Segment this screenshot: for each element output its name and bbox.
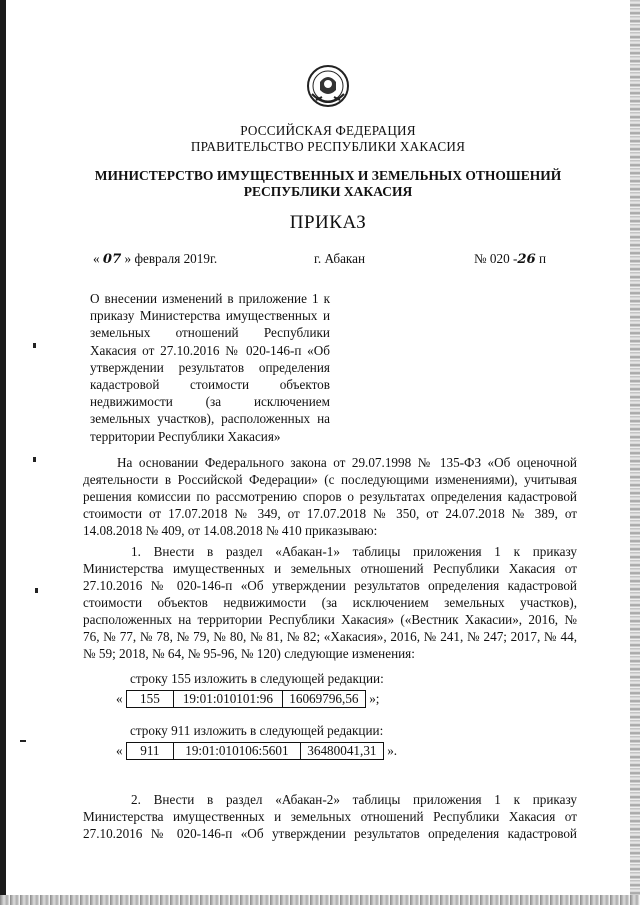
punch-mark bbox=[33, 457, 36, 462]
edit1-intro: строку 155 изложить в следующей редакции: bbox=[130, 671, 384, 686]
date-open-quote: « bbox=[93, 251, 100, 266]
date-rest: » февраля 2019г. bbox=[124, 251, 218, 266]
edit2-row bbox=[116, 742, 397, 760]
order-city: г. Абакан bbox=[314, 251, 366, 266]
subject-line: земельных участков), расположенных на bbox=[90, 411, 330, 427]
item1-line: Министерства имущественных и земельных отношений Республики Хакасия от bbox=[83, 561, 577, 576]
item1-line: 27.10.2016 № 020-146-п «Об утверждении результатов определения кадастровой bbox=[83, 578, 577, 593]
subject-line: Хакасия от 27.10.2016 № 020-146-п «Об bbox=[90, 342, 330, 358]
subject-line: утверждении результатов определения bbox=[90, 359, 330, 375]
preamble-line: стоимости от 17.07.2018 № 349, от 17.07.2018 № 350, от 24.07.2018 № 389, от bbox=[83, 506, 577, 521]
subject-line: недвижимости (за исключением bbox=[90, 394, 330, 410]
item2-line: 27.10.2016 № 020-146-п «Об утверждении результатов определения кадастровой bbox=[83, 826, 577, 841]
edit2-row-number: 911 bbox=[126, 742, 174, 760]
edit1-cadastral-number: 19:01:010101:96 bbox=[174, 690, 283, 708]
item2-line: 2. Внести в раздел «Абакан-2» таблицы приложения 1 к приказу bbox=[131, 792, 577, 807]
country-name: РОССИЙСКАЯ ФЕДЕРАЦИЯ bbox=[240, 123, 416, 138]
edit1-value: 16069796,56 bbox=[283, 690, 366, 708]
order-number bbox=[474, 251, 546, 267]
subject-line: О внесении изменений в приложение 1 к bbox=[90, 291, 330, 306]
date-day-handwritten: 07 bbox=[102, 252, 122, 267]
edit2-intro: строку 911 изложить в следующей редакции: bbox=[130, 723, 384, 738]
ministry-name-line2: РЕСПУБЛИКИ ХАКАСИЯ bbox=[243, 184, 413, 199]
government-name: ПРАВИТЕЛЬСТВО РЕСПУБЛИКИ ХАКАСИЯ bbox=[190, 139, 466, 154]
edit1-open-quote: « bbox=[116, 691, 123, 706]
item1-line: стоимости объектов недвижимости (за исключением земельных участков), bbox=[83, 595, 577, 610]
scan-bottom-edge bbox=[0, 895, 640, 905]
item1-line: расположенных на территории Республики Хакасия» («Вестник Хакасии», 2016, № bbox=[83, 612, 577, 627]
number-prefix: № 020 - bbox=[474, 251, 518, 266]
preamble-line: На основании Федерального закона от 29.07.1998 № 135-ФЗ «Об оценочной bbox=[117, 455, 577, 470]
edit1-close-quote: »; bbox=[369, 691, 380, 706]
edit1-row bbox=[116, 690, 379, 708]
order-date bbox=[93, 251, 217, 267]
item-1 bbox=[83, 543, 577, 662]
edit2-open-quote: « bbox=[116, 743, 123, 758]
number-suffix: п bbox=[539, 251, 547, 266]
preamble-line: деятельности в Российской Федерации» (с последующими изменениями), учитывая bbox=[83, 472, 577, 487]
edit2-value: 36480041,31 bbox=[301, 742, 384, 760]
subject-line: кадастровой стоимости объектов bbox=[90, 377, 330, 393]
subject-line: земельных отношений Республики bbox=[90, 325, 330, 341]
document-title: ПРИКАЗ bbox=[289, 212, 367, 233]
punch-mark bbox=[33, 343, 36, 348]
punch-mark bbox=[35, 588, 38, 593]
item1-line: № 59; 2018, № 64, № 95-96, № 120) следующие изменения: bbox=[83, 646, 415, 661]
edit2-cadastral-number: 19:01:010106:5601 bbox=[174, 742, 301, 760]
edit2-close-quote: ». bbox=[387, 743, 398, 758]
subject-line: территории Республики Хакасия» bbox=[90, 428, 281, 444]
punch-mark bbox=[20, 740, 26, 742]
ministry-name-line1: МИНИСТЕРСТВО ИМУЩЕСТВЕННЫХ И ЗЕМЕЛЬНЫХ ОТНОШЕНИЙ bbox=[94, 168, 562, 183]
coat-of-arms-icon bbox=[306, 64, 350, 110]
item1-line: 76, № 77, № 78, № 79, № 80, № 81, № 82; «Хакасия», 2016, № 241, № 247; 2017, № 44, bbox=[83, 629, 577, 644]
preamble-line: 14.08.2018 № 409, от 14.08.2018 № 410 приказываю: bbox=[83, 523, 378, 538]
preamble bbox=[83, 454, 577, 539]
subject-line: приказу Министерства имущественных и bbox=[90, 308, 330, 324]
number-handwritten: 26 bbox=[517, 252, 536, 267]
preamble-line: решения комиссии по рассмотрению споров о результатах определения кадастровой bbox=[83, 489, 577, 504]
order-subject bbox=[90, 290, 330, 445]
item1-line: 1. Внести в раздел «Абакан-1» таблицы приложения 1 к приказу bbox=[131, 544, 577, 559]
item2-line: Министерства имущественных и земельных отношений Республики Хакасия от bbox=[83, 809, 577, 824]
item-2 bbox=[83, 791, 577, 842]
edit1-row-number: 155 bbox=[126, 690, 174, 708]
